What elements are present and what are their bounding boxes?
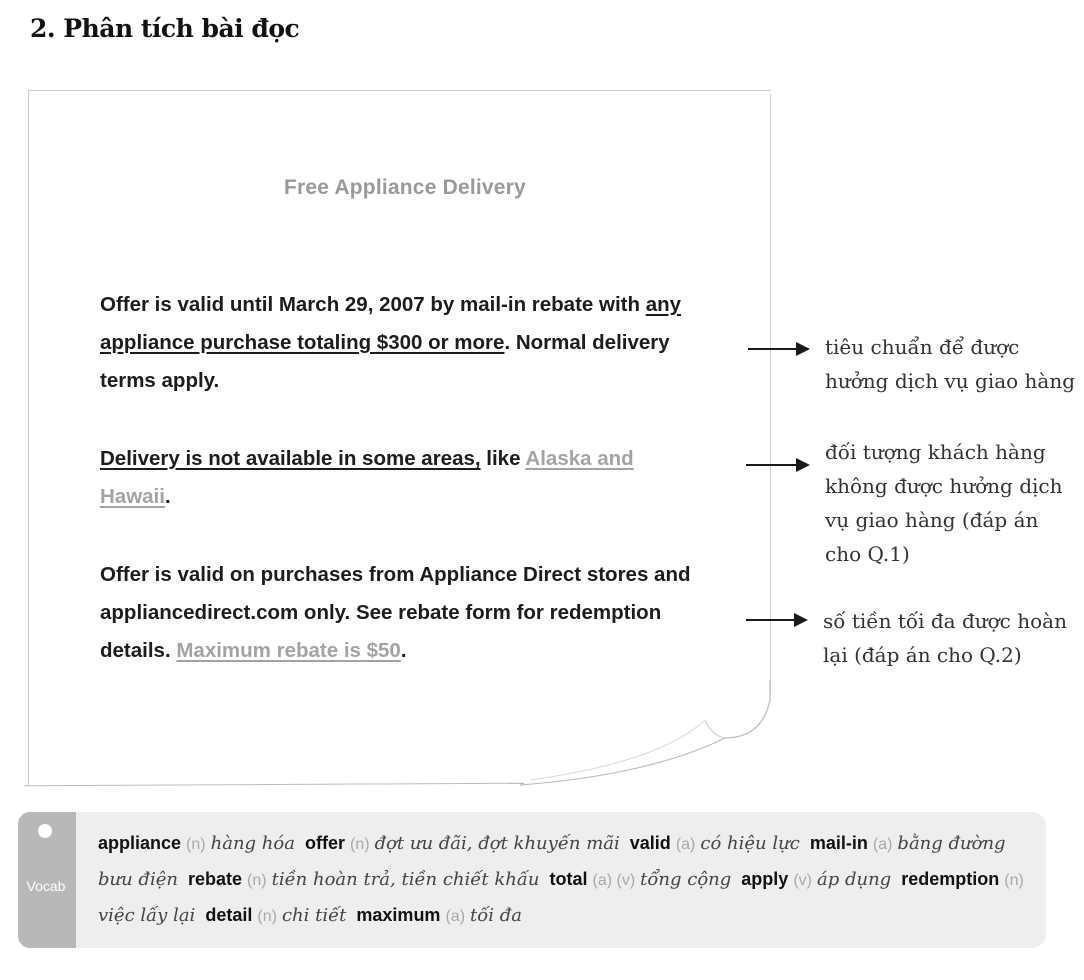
p1-tail: . Normal delivery terms apply. (100, 331, 670, 392)
vocab-pos: (n) (247, 872, 267, 889)
vocab-entry (188, 869, 539, 889)
p3-faded: Maximum rebate is $50 (176, 639, 401, 662)
vocab-entry (205, 905, 346, 925)
p2-faded: Alaska and Hawaii (100, 447, 634, 508)
vocab-word: redemption (901, 869, 1000, 889)
vocab-entry (630, 833, 800, 853)
vocab-word: maximum (356, 905, 441, 925)
vocab-meaning: hàng hóa (210, 833, 295, 854)
vocab-meaning: có hiệu lực (700, 833, 800, 854)
vocab-meaning: bằng đường bưu điện (98, 833, 1006, 890)
vocab-meaning: tiền hoàn trả, tiền chiết khấu (271, 869, 540, 890)
p2-underlined: Delivery is not available in some areas, (100, 447, 481, 470)
vocab-meaning: tổng cộng (640, 869, 732, 890)
vocab-entry (549, 869, 731, 889)
vocab-word: appliance (98, 833, 182, 853)
vocab-dot-icon (38, 824, 52, 838)
notice-title: Free Appliance Delivery (284, 176, 526, 199)
vocab-entry (98, 833, 295, 853)
vocab-entry (741, 869, 891, 889)
vocab-pos: (a) (445, 908, 466, 925)
p3-tail: . (400, 639, 407, 662)
vocab-pos: (a) (v) (592, 872, 636, 889)
vocab-word: offer (304, 833, 345, 853)
section-title: 2. Phân tích bài đọc (30, 14, 300, 43)
p2-tail: . (164, 485, 171, 508)
notice-paragraph-3 (100, 556, 700, 670)
vocab-meaning: việc lấy lại (98, 905, 196, 926)
vocab-pos: (a) (675, 836, 696, 853)
vocab-pos: (n) (186, 836, 206, 853)
annotation-3: số tiền tối đa được hoàn lại (đáp án cho Q.2) (823, 609, 1067, 667)
vocab-meaning: tối đa (470, 905, 523, 926)
vocab-entry (356, 905, 522, 925)
vocab-label: Vocab (26, 878, 66, 894)
p1-underlined: any appliance purchase totaling $300 or more (100, 293, 682, 354)
arrow-right-icon (746, 464, 808, 466)
vocab-word: valid (629, 833, 671, 853)
notice-paragraph-2 (100, 440, 700, 516)
p2-text: like (480, 447, 526, 470)
arrow-right-icon (748, 348, 808, 350)
vocab-entry (305, 833, 620, 853)
vocab-word: detail (205, 905, 253, 925)
paper-edge (770, 94, 771, 694)
notice-paragraph-1 (100, 286, 700, 400)
vocab-word: rebate (187, 869, 243, 889)
annotation-1: tiêu chuẩn để được hưởng dịch vụ giao hàng (825, 335, 1076, 393)
vocab-meaning: áp dụng (817, 869, 892, 890)
vocab-word: mail-in (809, 833, 868, 853)
p3-text: Offer is valid on purchases from Appliance Direct stores and appliancedirect.com only. See rebate form for redemption details. (100, 563, 691, 662)
vocab-pos: (n) (349, 836, 370, 853)
annotation-2: đối tượng khách hàng không được hưởng dịch vụ giao hàng (đáp án cho Q.1) (825, 440, 1063, 566)
vocab-meaning: chi tiết (281, 905, 347, 926)
vocab-pos: (a) (872, 836, 893, 853)
vocab-word: total (549, 869, 588, 889)
vocab-meaning: đợt ưu đãi, đợt khuyến mãi (374, 833, 620, 854)
vocab-pos: (n) (257, 908, 277, 925)
vocab-list (98, 826, 1033, 934)
vocab-pos: (v) (793, 872, 812, 889)
p1-text: Offer is valid until March 29, 2007 by mail-in rebate with (100, 293, 640, 316)
vocab-word: apply (741, 869, 789, 889)
page-curl (500, 680, 780, 795)
vocab-pos: (n) (1004, 872, 1024, 889)
arrow-right-icon (746, 619, 806, 621)
